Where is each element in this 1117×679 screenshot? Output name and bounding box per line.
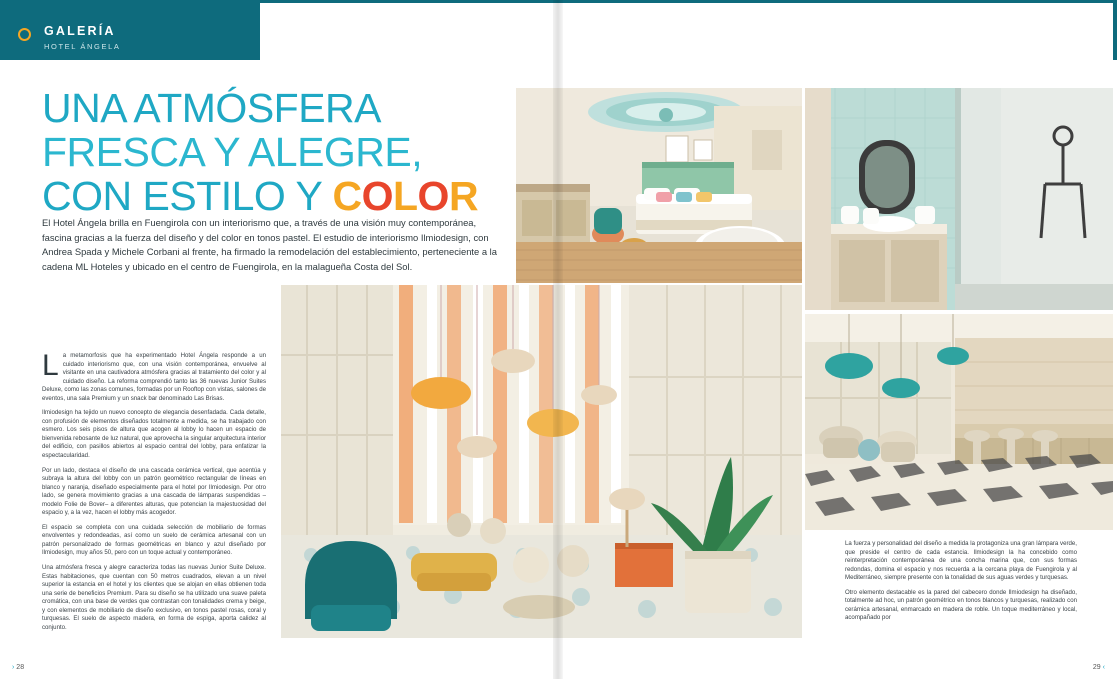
photo-bathroom-art xyxy=(805,88,1113,310)
standfirst-text: El Hotel Ángela brilla en Fuengirola con un interiorismo que, a través de una visión muy contemporánea, fascina gracias a la fuerza del diseño y del color en tonos pastel. El estudio de interiorismo Ilmiodesign, con Andrea Spada y Michele Corbani al frente, ha firmado la remodelación del establecimiento, perteneciente a la cadena ML Hoteles y ubicado en el centro de Fuengirola, en la malagueña Costa del Sol. xyxy=(42,217,497,272)
section-subtitle: HOTEL ÁNGELA xyxy=(44,42,121,51)
folio-arrow-left: › xyxy=(12,664,15,671)
header-rule xyxy=(260,0,1117,3)
photo-lobby xyxy=(281,285,802,638)
page-number-left: 28 xyxy=(16,664,25,671)
folio-arrow-right: ‹ xyxy=(1102,664,1105,671)
headline-color-r: R xyxy=(448,173,479,219)
body-paragraph: La fuerza y personalidad del diseño a medida la protagoniza una gran lámpara verde, que preside el centro de cada estancia. Ilmiodesign la ha concebido como reinterpretación contemporánea de una concha marina que, con sus formas redondas, domina el espacio y nos recuerda a la cercana playa de Fuengirola y al Mediterráneo, siempre presente con la tonalidad de sus aguas verdes y turquesas. xyxy=(845,540,1077,582)
photo-junior-suite-art xyxy=(516,88,802,283)
body-column-right xyxy=(845,540,1077,629)
headline-line-2: FRESCA Y ALEGRE, xyxy=(42,129,423,175)
body-paragraph: Ilmiodesign ha tejido un nuevo concepto de elegancia desenfadada. Cada detalle, con profusión de elementos diseñados totalmente a medida, se ha trabajado con esmero. Los seis pisos de altura que acogen al lobby lo hacen un espacio de bienvenida rebosante de luz natural, que aprovecha la singular arquitectura interior del edificio, con pasillos abiertos al espacio central del lobby, para enfatizar la espectacularidad. xyxy=(42,409,266,460)
headline-color-l: L xyxy=(393,173,418,219)
body-paragraph: Otro elemento destacable es la pared del cabecero donde Ilmiodesign ha diseñado, totalmente ad hoc, un patrón geométrico en tonos blancos y turquesas, realizado con cerámica artesanal, enmarcado en madera de roble. Un toque mediterráneo y local, acompañado por xyxy=(845,588,1077,622)
headline-color-o2: O xyxy=(417,173,449,219)
page-title xyxy=(42,86,502,218)
body-paragraph: Por un lado, destaca el diseño de una cascada cerámica vertical, que acentúa y subraya la altura del lobby con un patrón geométrico rectangular de líneas en blanco y naranja, diseñado especialmente para el hotel por Ilmiodesign. Por otro lado, se genera movimiento gracias a una cascada de lámparas suspendidas –modelo Folie de Bover– a diferentes alturas, que potencian la majestuosidad del espacio y, a la vez, hacen el lobby más acogedor. xyxy=(42,466,266,517)
drop-cap: L xyxy=(42,349,59,382)
section-title: GALERÍA xyxy=(44,24,116,38)
headline-color-c: C xyxy=(332,173,362,219)
circle-outline-icon xyxy=(18,28,31,41)
page-number-right: 29 xyxy=(1092,664,1101,671)
body-paragraph: El espacio se completa con una cuidada selección de mobiliario de formas envolventes y redondeadas, así como un suelo de cerámica artesanal con un patrón personalizado de formas geométricas en blanco y azul diseñado por Ilmiodesign, muy años 50, pero con un toque actual y contemporáneo. xyxy=(42,523,266,557)
folio-right xyxy=(1093,664,1105,671)
folio-left xyxy=(12,664,24,671)
photo-bar xyxy=(805,314,1113,530)
headline-line-1: UNA ATMÓSFERA xyxy=(42,85,382,131)
headline-line-3: CON ESTILO Y xyxy=(42,173,333,219)
photo-bathroom xyxy=(805,88,1113,310)
section-header-bar xyxy=(0,0,260,60)
photo-junior-suite xyxy=(516,88,802,283)
photo-bar-art xyxy=(805,314,1113,530)
photo-lobby-art xyxy=(281,285,802,638)
body-paragraph: Una atmósfera fresca y alegre caracteriza todas las nuevas Junior Suite Deluxe. Estas habitaciones, que cuentan con 50 metros cuadrados, elevan a un nivel superior la estancia en el hotel y los clientes que se alojan en ellas obtienen toda una serie de beneficios Premium. Para su diseño se ha utilizado una suave paleta cromática, con una base de verdes que contrastan con tonalidades crema y beige, y con elementos de mobiliario de diseño exclusivo, en tonos pastel rosas, coral y turquesas. El suelo de aspecto madera, en forma de espiga, aporta calidez al conjunto. xyxy=(42,564,266,631)
body-column-left xyxy=(42,349,266,638)
header-rule-right xyxy=(1113,0,1117,60)
body-paragraph: a metamorfosis que ha experimentado Hotel Ángela responde a un cuidado interiorismo que, con una visión contemporánea, envuelve al visitante en una cautivadora atmósfera gracias al tratamiento del color y al cuidado diseño. La reforma comprendió tanto las 36 nuevas Junior Suites Deluxe, como las zonas comunes, formadas por un Rooftop con vistas, salones de eventos, una sala Premium y un snack bar denominado Las Brisas. xyxy=(42,352,266,402)
headline-color-o1: O xyxy=(361,173,393,219)
